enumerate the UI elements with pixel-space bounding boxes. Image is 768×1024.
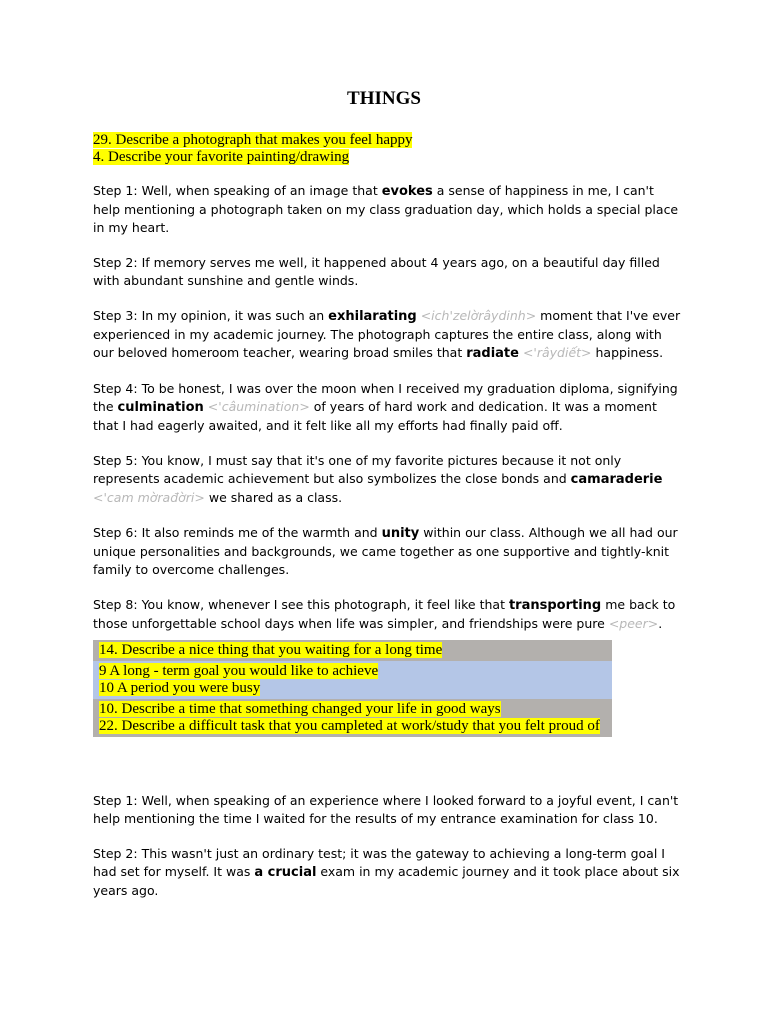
topic-item xyxy=(93,132,412,149)
phonetic-text: <'râydiết> xyxy=(522,345,592,360)
step-text: moment that I've ever experienced in my academic journey. The photograph captures the entire class, along with our beloved homeroom teacher, wearing broad smiles that xyxy=(93,308,681,360)
step-text: Step 2: This wasn't just an ordinary test; it was the gateway to achieving a long-term goal I had set for myself. It was xyxy=(93,846,665,879)
step-text: Step 5: You know, I must say that it's one of my favorite pictures because it not only represents academic achievement but also symbolizes the close bonds and xyxy=(93,453,622,486)
step-text: we shared as a class. xyxy=(204,490,343,505)
step-paragraph xyxy=(93,452,683,507)
step-text: Step 4: To be honest, I was over the moon when I received my graduation diploma, signifying the xyxy=(93,381,678,414)
topic-list xyxy=(93,132,412,166)
phonetic-text: <'câumination> xyxy=(207,399,310,414)
step-text: Step 6: It also reminds me of the warmth and xyxy=(93,525,382,540)
topic-table-row xyxy=(93,661,612,699)
keyword-text: unity xyxy=(381,526,420,541)
step-text: of years of hard work and dedication. It was a moment that I had eagerly awaited, and it felt like all my efforts had finally paid off. xyxy=(93,399,657,433)
step-paragraph xyxy=(93,307,683,363)
topic-text: 10. Describe a time that something changed your life in good ways xyxy=(99,701,501,717)
keyword-text: culmination xyxy=(117,400,204,415)
step-text: Step 3: In my opinion, it was such an xyxy=(93,308,329,323)
step-paragraph xyxy=(93,845,683,900)
step-text: happiness. xyxy=(591,345,664,360)
answer-steps-section-2 xyxy=(93,792,683,917)
document-title: THINGS xyxy=(347,88,421,109)
step-paragraph xyxy=(93,380,683,435)
step-text: Step 8: You know, whenever I see this photograph, it feel like that xyxy=(93,597,509,612)
step-text: within our class. Although we all had our unique personalities and backgrounds, we came together as one supportive and tightly-knit family to overcome challenges. xyxy=(93,525,678,577)
step-paragraph xyxy=(93,254,683,290)
phonetic-text: <ich'zelờrâydinh> xyxy=(420,308,537,323)
topic-table xyxy=(93,640,612,737)
phonetic-text: <'cam mờrađờri> xyxy=(93,490,205,505)
topic-text: 29. Describe a photograph that makes you feel happy xyxy=(93,132,413,148)
answer-steps-section-1 xyxy=(93,182,683,650)
step-text: Step 1: Well, when speaking of an experience where I looked forward to a joyful event, I can't help mentioning the time I waited for the results of my entrance examination for class 10. xyxy=(93,793,679,826)
keyword-text: camaraderie xyxy=(570,472,663,487)
keyword-text: exhilarating xyxy=(328,309,417,324)
step-paragraph xyxy=(93,596,683,633)
topic-text: 14. Describe a nice thing that you waiting for a long time xyxy=(99,642,443,658)
step-text: . xyxy=(658,616,663,631)
phonetic-text: <peer> xyxy=(608,616,659,631)
step-paragraph xyxy=(93,524,683,579)
keyword-text: transporting xyxy=(508,598,602,613)
step-text: exam in my academic journey and it took place about six years ago. xyxy=(93,864,680,898)
topic-text: 4. Describe your favorite painting/drawing xyxy=(93,149,350,165)
step-paragraph xyxy=(93,792,683,828)
step-text: a sense of happiness in me, I can't help mentioning a photograph taken on my class graduation day, which holds a special place in my heart. xyxy=(93,183,679,235)
step-paragraph xyxy=(93,182,683,237)
keyword-text: radiate xyxy=(466,346,519,361)
keyword-text: a crucial xyxy=(254,865,317,880)
topic-text: 9 A long - term goal you would like to achieve xyxy=(99,663,379,679)
topic-text: 22. Describe a difficult task that you campleted at work/study that you felt proud of xyxy=(99,718,600,734)
step-text: Step 2: If memory serves me well, it happened about 4 years ago, on a beautiful day filled with abundant sunshine and gentle winds. xyxy=(93,255,660,288)
topic-table-row xyxy=(93,699,612,737)
step-text: Step 1: Well, when speaking of an image that xyxy=(93,183,382,198)
topic-item xyxy=(93,149,412,166)
topic-text: 10 A period you were busy xyxy=(99,680,261,696)
topic-table-row xyxy=(93,640,612,661)
keyword-text: evokes xyxy=(381,184,433,199)
step-text: me back to those unforgettable school days when life was simpler, and friendships were pure xyxy=(93,597,676,631)
